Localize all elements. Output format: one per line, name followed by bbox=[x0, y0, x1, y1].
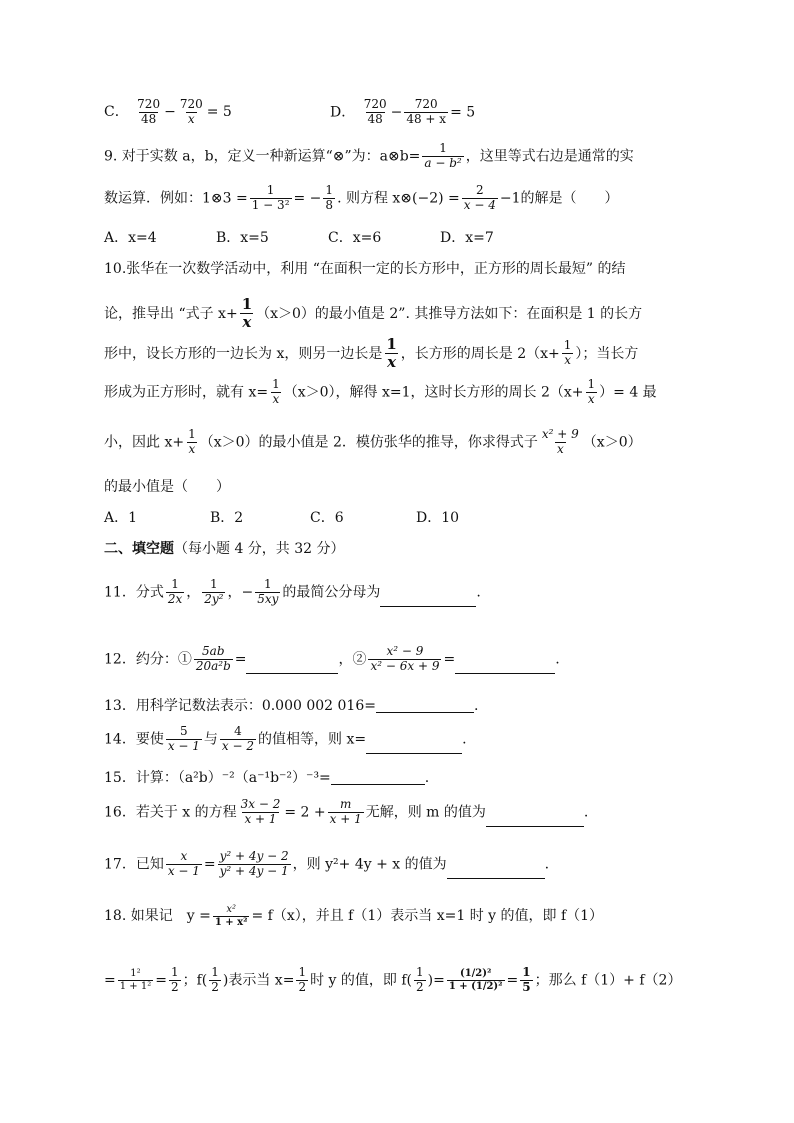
fraction: $\frac{m}{x + 1}$ bbox=[329, 797, 362, 826]
fraction: $\frac{1}{5}$ bbox=[522, 965, 531, 994]
q11: 11．分式 $\frac{1}{2x}$ ， $\frac{1}{\text{2y²}}$ ，− $\frac{1}{5xy}$ 的最简公分母为 . bbox=[104, 577, 481, 606]
answer-blank[interactable] bbox=[447, 864, 545, 879]
q10-options bbox=[104, 510, 460, 526]
fraction: $\frac{1}{\text{2y²}}$ bbox=[204, 577, 224, 606]
q9-line1: 9. 对于实数 a，b，定义一种新运算“⊗”为：a⊗b= $\frac{1}{\text{a − b²}}$ ，这里等式右边是通常的实 bbox=[104, 141, 634, 170]
fraction: $\frac{2}{x - 4}$ bbox=[463, 183, 496, 212]
fraction: $\frac{1}{2}$ bbox=[298, 965, 307, 994]
fraction: $\frac{1}{x}$ bbox=[272, 377, 280, 406]
fraction: $\frac{1}{x}$ bbox=[386, 335, 397, 372]
q8-options bbox=[104, 97, 476, 127]
answer-blank[interactable] bbox=[246, 659, 338, 674]
q13: 13．用科学记数法表示：0.000 002 016= . bbox=[104, 698, 479, 714]
q9-line2: 数运算．例如：1⊗3 = $\frac{1}{\text{1 − 3²}}$ = − $\frac{1}{8}$ . 则方程 x⊗(−2) = $\frac{2}{x - 4}$ −1的解是（ ） bbox=[104, 183, 619, 212]
option-b: B．2 bbox=[210, 510, 244, 526]
q14: 14．要使 $\frac{5}{x - 1}$ 与 $\frac{4}{x - 2}$ 的值相等，则 x= . bbox=[104, 724, 467, 753]
q9-options bbox=[104, 230, 494, 246]
fraction: $\frac{\text{y² + 4y − 2}}{\text{y² + 4y − 1}}$ bbox=[219, 849, 289, 878]
fraction: $\frac{1}{8}$ bbox=[325, 183, 334, 212]
fraction: $\frac{720}{48}$ bbox=[363, 97, 387, 126]
q18-line1: 18. 如果记 y = $\frac{\text{x²}}{\text{1 + x²}}$ = f（x），并且 f（1）表示当 x=1 时 y 的值，即 f（1） bbox=[104, 904, 604, 928]
q10-line3: 形中，设长方形的一边长为 x，则另一边长是 $\frac{1}{x}$ ，长方形的周长是 2（x+ $\frac{1}{x}$ ）；当长方 bbox=[104, 335, 639, 372]
option-d: D．x=7 bbox=[440, 230, 494, 246]
q17: 17．已知 $\frac{x}{x - 1}$ = $\frac{\text{y² + 4y − 2}}{\text{y² + 4y − 1}}$ ，则 y²+ 4y + x 的值为 . bbox=[104, 849, 550, 878]
q12: 12．约分：① $\frac{5ab}{\text{20a²b}}$ = ，② $\frac{\text{x² − 9}}{\text{x² − 6x + 9}}$ = . bbox=[104, 644, 560, 673]
fraction: $\frac{720}{x}$ bbox=[179, 97, 203, 126]
fraction: $\frac{\text{1²}}{\text{1 + 1²}}$ bbox=[119, 968, 152, 992]
fraction: $\frac{\text{x² − 9}}{\text{x² − 6x + 9}}$ bbox=[370, 644, 440, 673]
fraction: $\frac{1}{x}$ bbox=[241, 295, 253, 332]
fraction: $\frac{1}{5xy}$ bbox=[257, 577, 279, 606]
fraction: $\frac{1}{2}$ bbox=[415, 965, 424, 994]
option-a: A．x=4 bbox=[104, 230, 157, 246]
answer-blank[interactable] bbox=[380, 592, 476, 607]
fraction: $\frac{1}{\text{a − b²}}$ bbox=[424, 141, 462, 170]
section-title: 二、填空题 bbox=[104, 541, 174, 557]
q15: 15．计算：（a²b）⁻²（a⁻¹b⁻²）⁻³= . bbox=[104, 770, 430, 786]
answer-blank[interactable] bbox=[376, 698, 474, 713]
answer-blank[interactable] bbox=[455, 659, 555, 674]
fraction: $\frac{5ab}{\text{20a²b}}$ bbox=[195, 644, 231, 673]
fraction: $\frac{1}{x}$ bbox=[587, 377, 596, 406]
fraction: $\frac{4}{x - 2}$ bbox=[221, 724, 255, 753]
option-d: D．10 bbox=[416, 510, 460, 526]
fraction: $\frac{720}{48}$ bbox=[137, 97, 161, 126]
option-a: A．1 bbox=[104, 510, 138, 526]
q10-line2: 论，推导出 “式子 x+ $\frac{1}{x}$ （x＞0）的最小值是 2”. 其推导方法如下：在面积是 1 的长方 bbox=[104, 295, 643, 332]
q10-line5: 小，因此 x+ $\frac{1}{x}$ （x＞0）的最小值是 2．模仿张华的推导，你求得式子 $\frac{\text{x² + 9}}{x}$ （x＞0） bbox=[104, 427, 642, 456]
fraction: $\frac{x}{x - 1}$ bbox=[167, 849, 200, 878]
q10-line6: 的最小值是（ ） bbox=[104, 479, 230, 495]
option-c: C．x=6 bbox=[328, 230, 382, 246]
fraction: $\frac{\text{(1/2)²}}{\text{1 + (1/2)²}}$ bbox=[448, 968, 503, 992]
fraction: $\frac{1}{x}$ bbox=[188, 427, 196, 456]
q10-line1: 10.张华在一次数学活动中，利用 “在面积一定的长方形中，正方形的周长最短” 的结 bbox=[104, 261, 626, 277]
fraction: $\frac{720}{48 + x}$ bbox=[406, 97, 447, 126]
fraction: $\frac{\text{x² + 9}}{x}$ bbox=[541, 427, 579, 456]
option-b: B．x=5 bbox=[216, 230, 269, 246]
fraction: $\frac{3x - 2}{x + 1}$ bbox=[240, 797, 281, 826]
fraction: $\frac{1}{\text{1 − 3²}}$ bbox=[251, 183, 290, 212]
q16: 16．若关于 x 的方程 $\frac{3x - 2}{x + 1}$ = 2 + $\frac{m}{x + 1}$ 无解，则 m 的值为 . bbox=[104, 797, 589, 826]
fraction: $\frac{\text{x²}}{\text{1 + x²}}$ bbox=[214, 904, 248, 928]
q18-line2: = $\frac{\text{1²}}{\text{1 + 1²}}$ = $\frac{1}{2}$ ；f( $\frac{1}{2}$ )表示当 x= $\frac{1}{2}$ 时 y 的值，即 f( $\frac{1}{2}$ )= $\frac{\text{(1/2)²}}{\text{1 + (1/2)²}}$ = $\frac{1}{5}$ ；那么 f（1）+ f（2） bbox=[104, 965, 682, 994]
answer-blank[interactable] bbox=[331, 770, 425, 785]
fraction: $\frac{1}{2x}$ bbox=[167, 577, 183, 606]
answer-blank[interactable] bbox=[486, 812, 584, 827]
q8-option-c: C． $\frac{720}{48}$ − $\frac{720}{x}$ = 5 bbox=[104, 97, 232, 126]
section-heading bbox=[104, 542, 345, 556]
fraction: $\frac{1}{2}$ bbox=[211, 965, 219, 994]
fraction: $\frac{5}{x - 1}$ bbox=[167, 724, 200, 753]
q10-line4: 形成为正方形时，就有 x= $\frac{1}{x}$ （x＞0），解得 x=1，这时长方形的周长 2（x+ $\frac{1}{x}$ ）= 4 最 bbox=[104, 377, 657, 406]
answer-blank[interactable] bbox=[366, 739, 462, 754]
option-c: C．6 bbox=[310, 510, 344, 526]
section-note: （每小题 4 分，共 32 分） bbox=[174, 541, 345, 557]
fraction: $\frac{1}{x}$ bbox=[563, 338, 572, 368]
q8-option-d: D． $\frac{720}{48}$ − $\frac{720}{48 + x}$ = 5 bbox=[330, 97, 476, 126]
fraction: $\frac{1}{2}$ bbox=[170, 965, 179, 994]
